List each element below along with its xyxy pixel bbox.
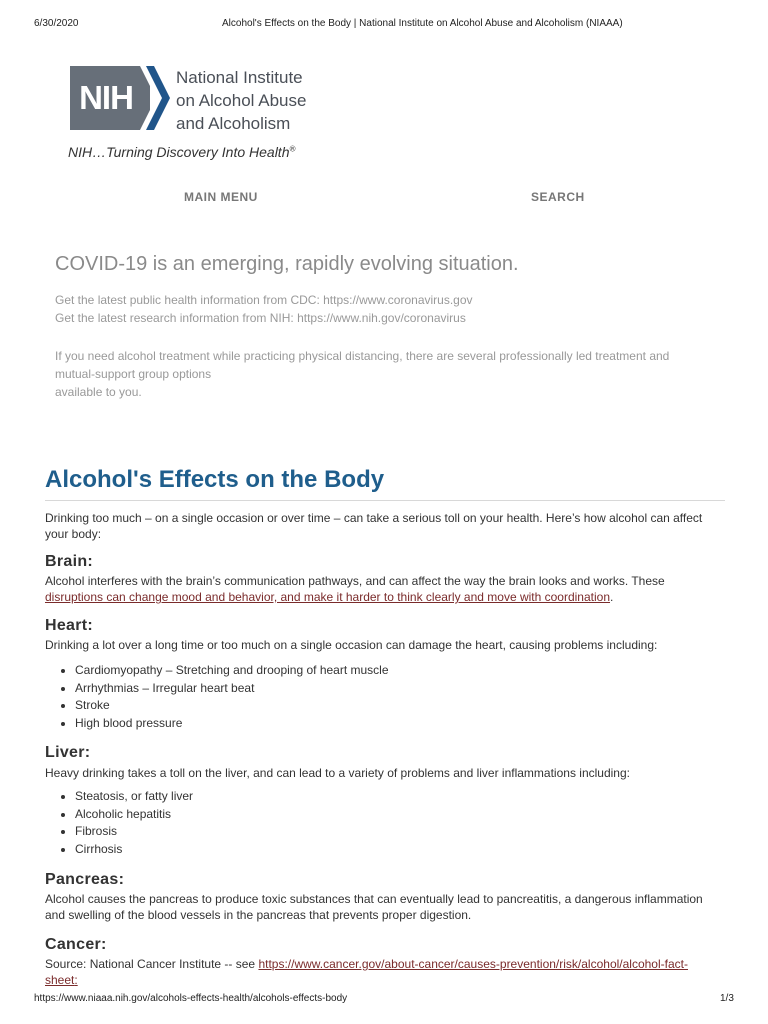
treatment-line-3: available to you. xyxy=(55,385,142,399)
registered-mark: ® xyxy=(289,144,296,154)
treatment-line-1: If you need alcohol treatment while practicing physical distancing, there are several professionally led treatment and xyxy=(55,349,670,363)
brain-text-end: . xyxy=(610,590,614,604)
cancer-source-text: Source: National Cancer Institute -- see xyxy=(45,957,259,971)
print-url: https://www.niaaa.nih.gov/alcohols-effects-health/alcohols-effects-body xyxy=(34,993,348,1004)
nih-logo-mark: NIH xyxy=(79,79,133,116)
cancer-source-row xyxy=(45,956,735,972)
cancer-fact-sheet-link[interactable]: https://www.cancer.gov/about-cancer/causes-prevention/risk/alcohol/alcohol-fact- xyxy=(258,957,688,971)
liver-text: Heavy drinking takes a toll on the liver, and can lead to a variety of problems and liver inflammations including: xyxy=(45,766,630,780)
treatment-options-link[interactable]: mutual-support group options xyxy=(55,367,212,381)
tagline xyxy=(68,144,295,160)
page-title: Alcohol's Effects on the Body xyxy=(45,466,385,493)
pancreas-line-2: and swelling of the blood vessels in the pancreas that prevents proper digestion. xyxy=(45,908,472,922)
cancer-heading: Cancer: xyxy=(45,936,107,953)
tagline-text: NIH…Turning Discovery Into Health xyxy=(68,144,290,160)
list-item: • Cardiomyopathy – Stretching and drooping of heart muscle xyxy=(75,662,389,680)
nih-chevron-icon xyxy=(140,66,172,130)
cancer-link-end: : xyxy=(74,973,78,987)
heart-heading: Heart: xyxy=(45,617,94,634)
list-item: • High blood pressure xyxy=(75,715,389,733)
heart-text: Drinking a lot over a long time or too much on a single occasion can damage the heart, causing problems including: xyxy=(45,638,658,652)
list-item: • Alcoholic hepatitis xyxy=(75,806,193,824)
pancreas-heading: Pancreas: xyxy=(45,871,125,888)
main-menu-link[interactable]: MAIN MENU xyxy=(184,190,258,204)
intro-line-2: your body: xyxy=(45,527,102,541)
cancer-fact-sheet-link-cont[interactable]: sheet xyxy=(45,973,75,987)
institute-name xyxy=(176,66,306,135)
list-item: • Stroke xyxy=(75,697,389,715)
title-divider xyxy=(45,500,725,501)
search-link[interactable]: SEARCH xyxy=(531,190,585,204)
nih-logo[interactable] xyxy=(70,66,150,130)
pancreas-line-1: Alcohol causes the pancreas to produce toxic substances that can eventually lead to pancreatitis, a dangerous inflammation xyxy=(45,892,703,906)
institute-name-line1: National Institute xyxy=(176,68,303,87)
cancer-link-row-2 xyxy=(45,972,735,988)
list-item: • Arrhythmias – Irregular heart beat xyxy=(75,680,389,698)
covid-heading: COVID-19 is an emerging, rapidly evolving situation. xyxy=(55,253,519,275)
list-item: • Steatosis, or fatty liver xyxy=(75,788,193,806)
print-page-title: Alcohol's Effects on the Body | National Institute on Alcohol Abuse and Alcoholism (NIAAA) xyxy=(222,18,623,29)
institute-name-line2: on Alcohol Abuse xyxy=(176,91,307,110)
nih-info-line[interactable]: Get the latest research information from NIH: https://www.nih.gov/coronavirus xyxy=(55,311,466,325)
intro-line-1: Drinking too much – on a single occasion or over time – can take a serious toll on your health. Here’s how alcohol can affect xyxy=(45,511,703,525)
list-item: • Fibrosis xyxy=(75,823,193,841)
brain-heading: Brain: xyxy=(45,553,94,570)
print-date: 6/30/2020 xyxy=(34,18,79,29)
brain-text: Alcohol interferes with the brain’s communication pathways, and can affect the way the brain looks and works. These xyxy=(45,574,665,588)
heart-problems-list xyxy=(45,662,389,732)
list-item: • Cirrhosis xyxy=(75,841,193,859)
cdc-info-line[interactable]: Get the latest public health information from CDC: https://www.coronavirus.gov xyxy=(55,293,473,307)
institute-name-line3: and Alcoholism xyxy=(176,114,291,133)
brain-effects-link[interactable]: disruptions can change mood and behavior, and make it harder to think clearly and move with coordination xyxy=(45,590,611,604)
liver-heading: Liver: xyxy=(45,744,91,761)
liver-problems-list xyxy=(45,788,193,858)
brain-link-row xyxy=(45,589,735,605)
print-page-number: 1/3 xyxy=(720,993,734,1004)
